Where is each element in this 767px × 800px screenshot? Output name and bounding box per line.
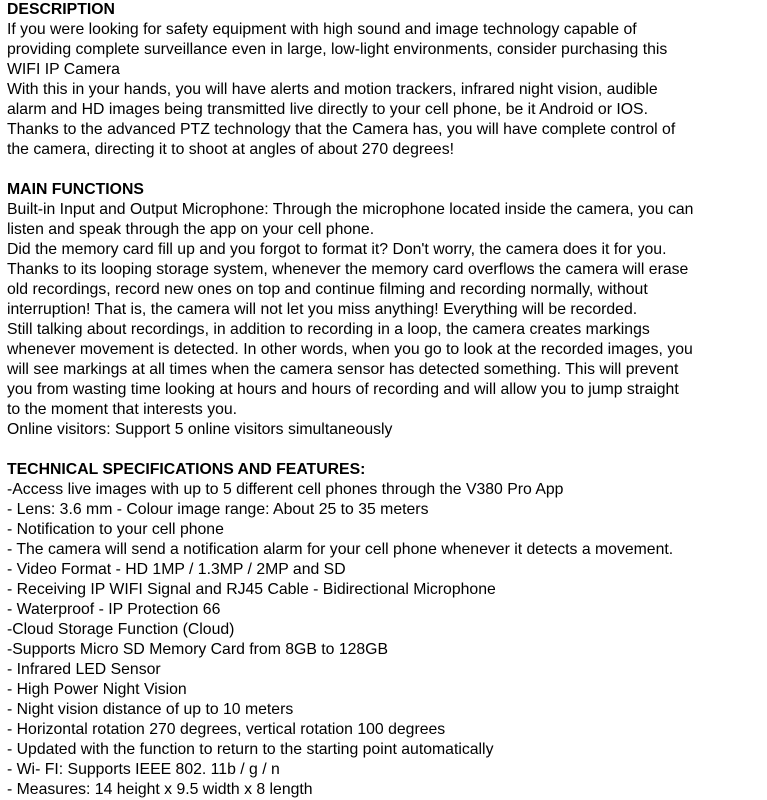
description-paragraph: If you were looking for safety equipment with high sound and image technology capable of providing complete surveillance even in large, low-light environments, consider purchasing this WIFI IP Camera bbox=[7, 21, 668, 78]
spec-item: - The camera will send a notification alarm for your cell phone whenever it detects a movement. bbox=[7, 541, 674, 558]
main-functions-section bbox=[7, 180, 765, 440]
spec-item: - Horizontal rotation 270 degrees, vertical rotation 100 degrees bbox=[7, 721, 446, 738]
main-functions-paragraph: Online visitors: Support 5 online visitors simultaneously bbox=[7, 421, 393, 438]
spec-item: -Cloud Storage Function (Cloud) bbox=[7, 621, 235, 638]
section-spacer bbox=[7, 160, 765, 180]
section-spacer bbox=[7, 440, 765, 460]
spec-item: - Lens: 3.6 mm - Colour image range: About 25 to 35 meters bbox=[7, 501, 429, 518]
main-functions-heading: MAIN FUNCTIONS bbox=[7, 181, 144, 198]
spec-item: - Notification to your cell phone bbox=[7, 521, 224, 538]
spec-item: - Wi- FI: Supports IEEE 802. 11b / g / n bbox=[7, 761, 280, 778]
spec-item: - Night vision distance of up to 10 meters bbox=[7, 701, 294, 718]
spec-item: - Video Format - HD 1MP / 1.3MP / 2MP and SD bbox=[7, 561, 346, 578]
main-functions-paragraph: Still talking about recordings, in addition to recording in a loop, the camera creates markings whenever movement is detected. In other words, when you go to look at the recorded images, you will see markings at all times when the camera sensor has detected something. This will prevent you from wasting time looking at hours and hours of recording and will allow you to jump straight to the moment that interests you. bbox=[7, 321, 693, 418]
specs-heading: TECHNICAL SPECIFICATIONS AND FEATURES: bbox=[7, 461, 366, 478]
spec-item: - Updated with the function to return to the starting point automatically bbox=[7, 741, 494, 758]
spec-item: - Infrared LED Sensor bbox=[7, 661, 161, 678]
spec-item: - High Power Night Vision bbox=[7, 681, 187, 698]
spec-item: -Access live images with up to 5 different cell phones through the V380 Pro App bbox=[7, 481, 564, 498]
spec-item: -Supports Micro SD Memory Card from 8GB to 128GB bbox=[7, 641, 388, 658]
description-heading: DESCRIPTION bbox=[7, 1, 115, 18]
specs-section bbox=[7, 460, 765, 800]
spec-item: - Waterproof - IP Protection 66 bbox=[7, 601, 221, 618]
description-section bbox=[7, 0, 765, 160]
spec-item: - Receiving IP WIFI Signal and RJ45 Cable - Bidirectional Microphone bbox=[7, 581, 496, 598]
main-functions-paragraph: Built-in Input and Output Microphone: Through the microphone located inside the camera, you can listen and speak through the app on your cell phone. bbox=[7, 201, 694, 238]
spec-item: - Measures: 14 height x 9.5 width x 8 length bbox=[7, 781, 313, 798]
description-paragraph: Thanks to the advanced PTZ technology that the Camera has, you will have complete control of the camera, directing it to shoot at angles of about 270 degrees! bbox=[7, 121, 676, 158]
description-paragraph: With this in your hands, you will have alerts and motion trackers, infrared night vision, audible alarm and HD images being transmitted live directly to your cell phone, be it Android or IOS. bbox=[7, 81, 658, 118]
product-document bbox=[7, 0, 765, 800]
main-functions-paragraph: Did the memory card fill up and you forgot to format it? Don't worry, the camera does it for you. Thanks to its looping storage system, whenever the memory card overflows the camera will erase old recordings, record new ones on top and continue filming and recording normally, without interruption! That is, the camera will not let you miss anything! Everything will be recorded. bbox=[7, 241, 689, 318]
